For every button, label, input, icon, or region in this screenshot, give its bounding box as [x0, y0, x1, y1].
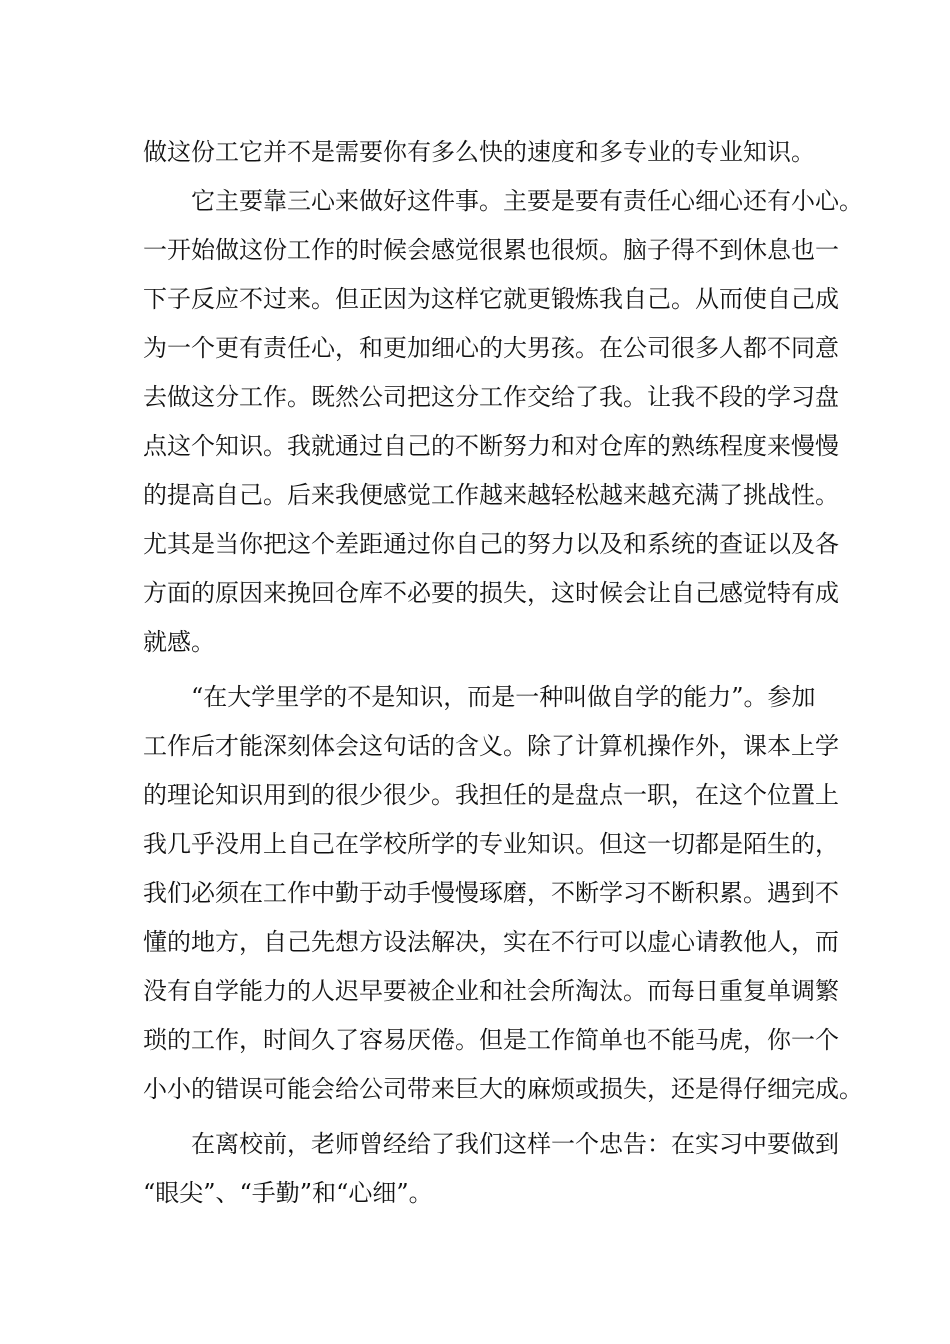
text-line: 方面的原因来挽回仓库不必要的损失，这时候会让自己感觉特有成: [143, 579, 839, 607]
body-text: [143, 128, 863, 1218]
text-line: 的提高自己。后来我便感觉工作越来越轻松越来越充满了挑战性。: [143, 481, 839, 509]
text-line: 工作后才能深刻体会这句话的含义。除了计算机操作外，课本上学: [143, 732, 839, 760]
text-line: 就感。: [143, 628, 215, 656]
text-line: 点这个知识。我就通过自己的不断努力和对仓库的熟练程度来慢慢: [143, 432, 839, 460]
text-line: 懂的地方，自己先想方设法解决，实在不行可以虚心请教他人，而: [143, 928, 839, 956]
text-line: 没有自学能力的人迟早要被企业和社会所淘汰。而每日重复单调繁: [143, 977, 839, 1005]
text-line: “眼尖”、“手勤”和“心细”。: [143, 1179, 433, 1207]
text-line: 的理论知识用到的很少很少。我担任的是盘点一职，在这个位置上: [143, 781, 839, 809]
text-line: 下子反应不过来。但正因为这样它就更锻炼我自己。从而使自己成: [143, 285, 839, 313]
text-line: 尤其是当你把这个差距通过你自己的努力以及和系统的查证以及各: [143, 530, 839, 558]
paragraph-first-line: 它主要靠三心来做好这件事。主要是要有责任心细心还有小心。: [191, 187, 863, 215]
text-line: 去做这分工作。既然公司把这分工作交给了我。让我不段的学习盘: [143, 383, 839, 411]
text-line: 一开始做这份工作的时候会感觉很累也很烦。脑子得不到休息也一: [143, 236, 839, 264]
paragraph-first-line: “在大学里学的不是知识，而是一种叫做自学的能力”。参加: [191, 683, 816, 711]
text-line: 做这份工它并不是需要你有多么快的速度和多专业的专业知识。: [143, 138, 815, 166]
paragraph-first-line: 在离校前，老师曾经给了我们这样一个忠告：在实习中要做到: [191, 1130, 839, 1158]
text-line: 小小的错误可能会给公司带来巨大的麻烦或损失，还是得仔细完成。: [143, 1075, 863, 1103]
text-line: 琐的工作，时间久了容易厌倦。但是工作简单也不能马虎，你一个: [143, 1026, 839, 1054]
text-line: 为一个更有责任心，和更加细心的大男孩。在公司很多人都不同意: [143, 334, 839, 362]
text-line: 我们必须在工作中勤于动手慢慢琢磨，不断学习不断积累。遇到不: [143, 879, 839, 907]
text-line: 我几乎没用上自己在学校所学的专业知识。但这一切都是陌生的，: [143, 830, 839, 858]
